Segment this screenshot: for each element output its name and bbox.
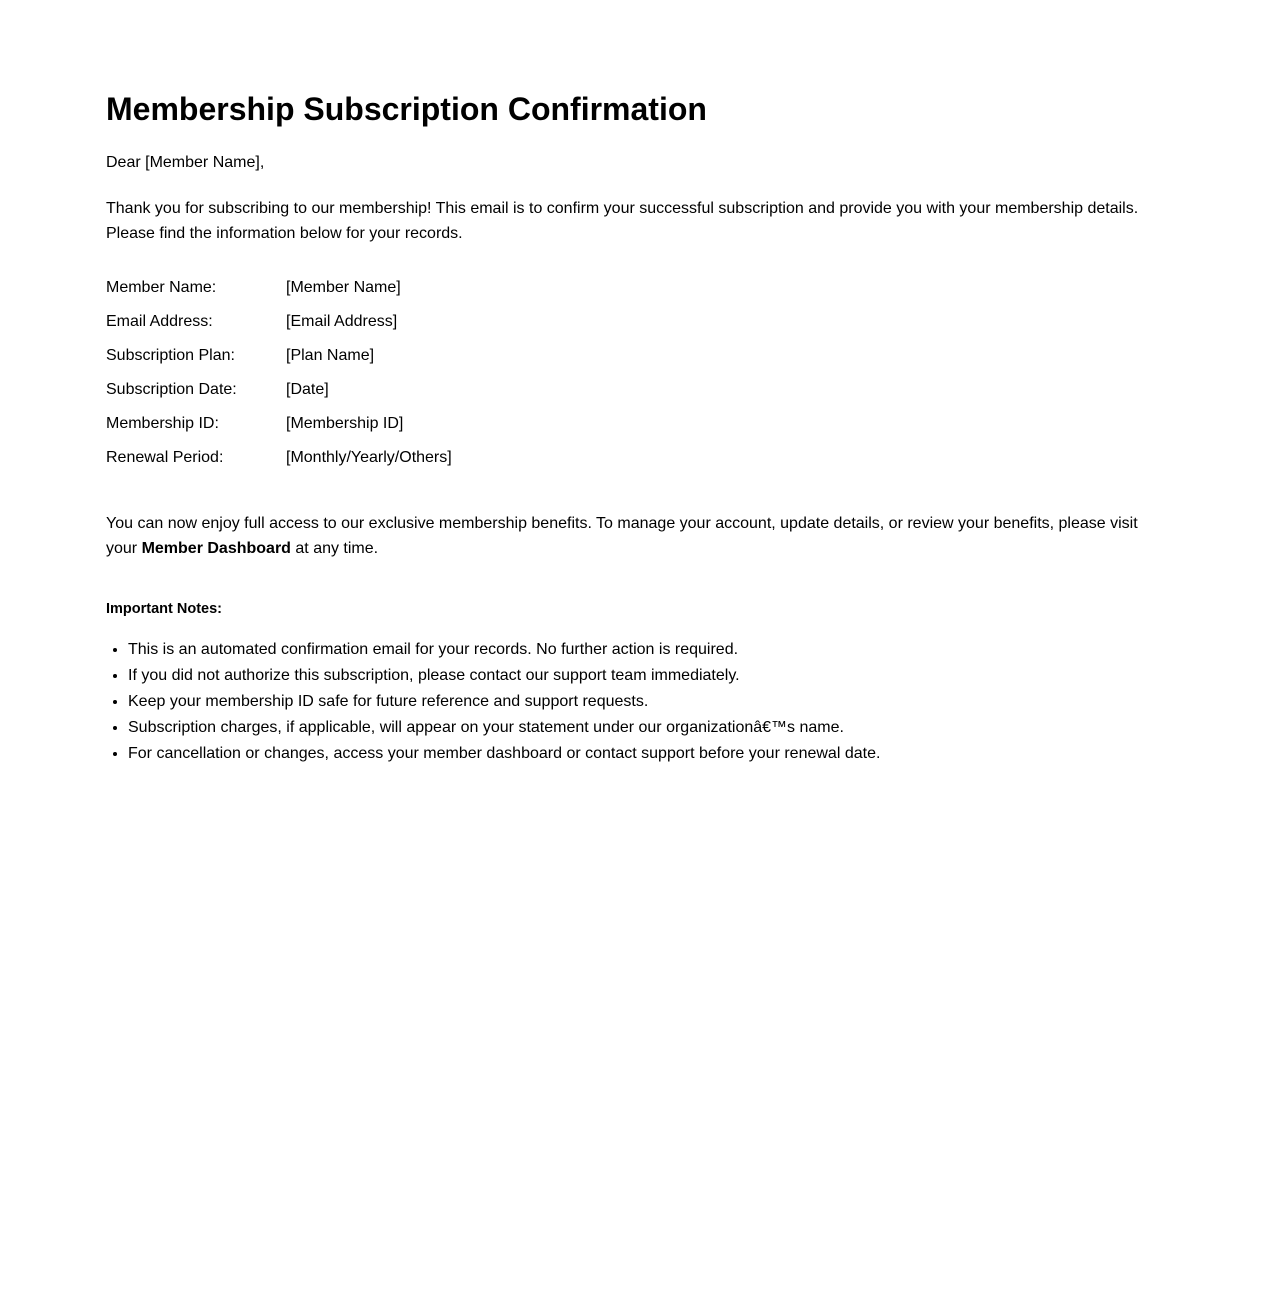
detail-label: Renewal Period:: [106, 449, 224, 466]
detail-row-renewal: [106, 441, 452, 475]
list-item: • This is an automated confirmation email for your records. No further action is required.: [128, 637, 1172, 663]
notes-list: [106, 637, 1172, 767]
detail-label: Member Name:: [106, 279, 217, 296]
detail-row-plan: [106, 339, 452, 373]
detail-value: [Plan Name]: [286, 347, 375, 364]
detail-value: [Email Address]: [286, 313, 398, 330]
notes-heading: Important Notes:: [106, 601, 222, 617]
greeting: Dear [Member Name],: [106, 154, 265, 171]
intro-paragraph: Thank you for subscribing to our membership! This email is to confirm your successful subscription and provide you with your membership details. Please find the information below for your records.: [106, 200, 1139, 242]
detail-row-membership-id: [106, 407, 452, 441]
detail-label: Membership ID:: [106, 415, 219, 432]
detail-value: [Date]: [286, 381, 329, 398]
detail-value: [Member Name]: [286, 279, 401, 296]
detail-row-date: [106, 373, 452, 407]
detail-value: [Monthly/Yearly/Others]: [286, 449, 452, 466]
list-item: • If you did not authorize this subscription, please contact our support team immediately.: [128, 663, 1172, 689]
detail-label: Subscription Date:: [106, 381, 237, 398]
access-text-after: at any time.: [290, 540, 379, 557]
page-title: Membership Subscription Confirmation: [106, 91, 707, 127]
detail-label: Email Address:: [106, 313, 213, 330]
list-item: • Subscription charges, if applicable, will appear on your statement under our organizationâ€™s name.: [128, 715, 1172, 741]
access-text-before: You can now enjoy full access to our exclusive membership benefits. To manage your account, update details, or review your benefits, please visit your: [106, 515, 1138, 557]
details-table: [106, 271, 452, 475]
access-paragraph: [106, 511, 1172, 561]
detail-label: Subscription Plan:: [106, 347, 235, 364]
list-item: • For cancellation or changes, access your member dashboard or contact support before your renewal date.: [128, 741, 1172, 767]
member-dashboard-text: Member Dashboard: [141, 540, 291, 557]
detail-row-member-name: [106, 271, 452, 305]
detail-row-email: [106, 305, 452, 339]
detail-value: [Membership ID]: [286, 415, 404, 432]
list-item: • Keep your membership ID safe for future reference and support requests.: [128, 689, 1172, 715]
